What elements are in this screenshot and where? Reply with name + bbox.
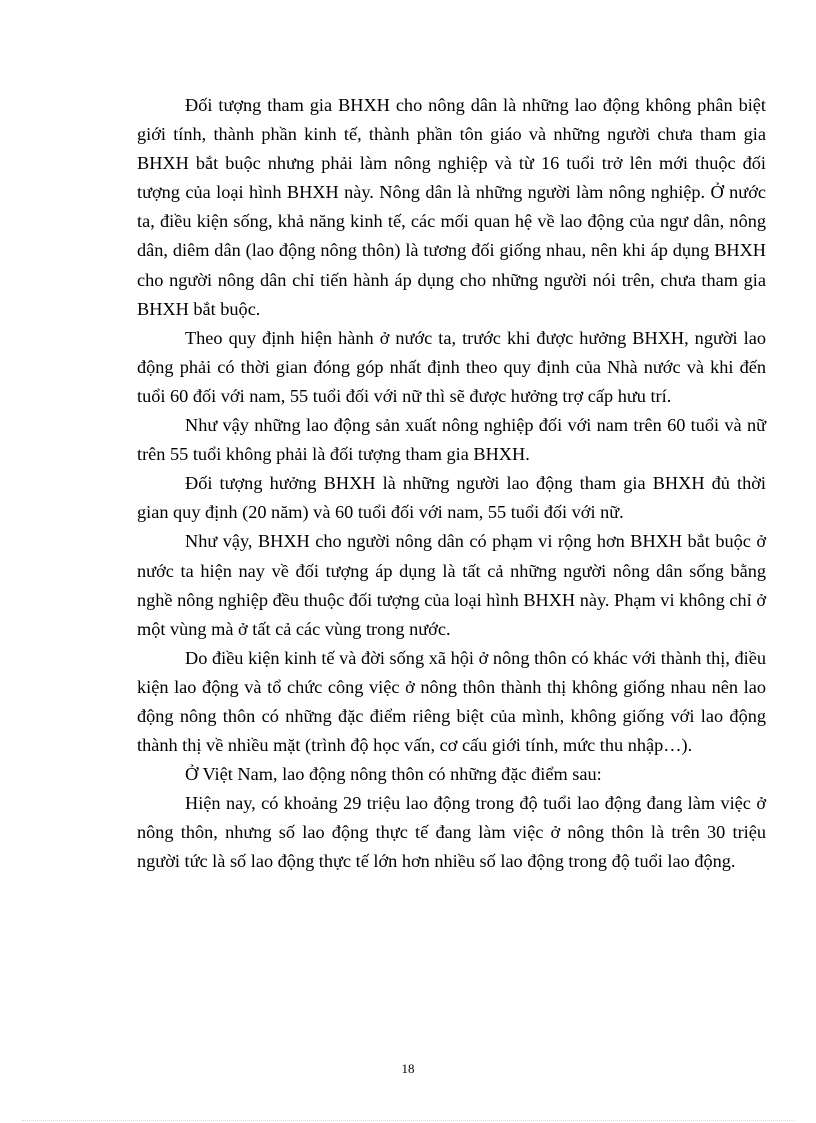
paragraph-age-limits: Như vậy những lao động sản xuất nông nghiệp đối với nam trên 60 tuổi và nữ trên 55 tuổi không phải là đối tượng tham gia BHXH.: [137, 415, 766, 465]
paragraph-participants: Đối tượng tham gia BHXH cho nông dân là những lao động không phân biệt giới tính, thành phần kinh tế, thành phần tôn giáo và những người chưa tham gia BHXH bắt buộc nhưng phải làm nông nghiệp và từ 16 tuổi trở lên mới thuộc đối tượng của loại hình BHXH này. Nông dân là những người làm nông nghiệp. Ở nước ta, điều kiện sống, khả năng kinh tế, các mối quan hệ về lao động của ngư dân, nông dân, diêm dân (lao động nông thôn) là tương đối giống nhau, nên khi áp dụng BHXH cho người nông dân chỉ tiến hành áp dụng cho những người nói trên, chưa tham gia BHXH bắt buộc.: [137, 95, 766, 319]
paragraph-current-regulation: Theo quy định hiện hành ở nước ta, trước khi được hưởng BHXH, người lao động phải có thời gian đóng góp nhất định theo quy định của Nhà nước và khi đến tuổi 60 đối với nam, 55 tuổi đối với nữ thì sẽ được hưởng trợ cấp hưu trí.: [137, 327, 766, 406]
page-bottom-divider: [22, 1120, 794, 1121]
paragraph-scope: Như vậy, BHXH cho người nông dân có phạm vi rộng hơn BHXH bắt buộc ở nước ta hiện nay về đối tượng áp dụng là tất cả những người nông dân sống bằng nghề nông nghiệp đều thuộc đối tượng của loại hình BHXH này. Phạm vi không chỉ ở một vùng mà ở tất cả các vùng trong nước.: [137, 531, 766, 639]
page-number: 18: [401, 1061, 415, 1076]
paragraph-vietnam-characteristics: Ở Việt Nam, lao động nông thôn có những đặc điểm sau:: [185, 764, 602, 785]
paragraph-beneficiaries: Đối tượng hưởng BHXH là những người lao động tham gia BHXH đủ thời gian quy định (20 năm) và 60 tuổi đối với nam, 55 tuổi đối với nữ.: [137, 473, 766, 523]
document-body: [137, 91, 766, 877]
paragraph-rural-conditions: Do điều kiện kinh tế và đời sống xã hội ở nông thôn có khác với thành thị, điều kiện lao động và tổ chức công việc ở nông thôn thành thị không giống nhau nên lao động nông thôn có những đặc điểm riêng biệt của mình, không giống với lao động thành thị về nhiều mặt (trình độ học vấn, cơ cấu giới tính, mức thu nhập…).: [137, 647, 766, 756]
paragraph-labor-statistics: Hiện nay, có khoảng 29 triệu lao động trong độ tuổi lao động đang làm việc ở nông thôn, nhưng số lao động thực tế đang làm việc ở nông thôn là trên 30 triệu người tức là số lao động thực tế lớn hơn nhiều số lao động trong độ tuổi lao động.: [137, 793, 766, 872]
